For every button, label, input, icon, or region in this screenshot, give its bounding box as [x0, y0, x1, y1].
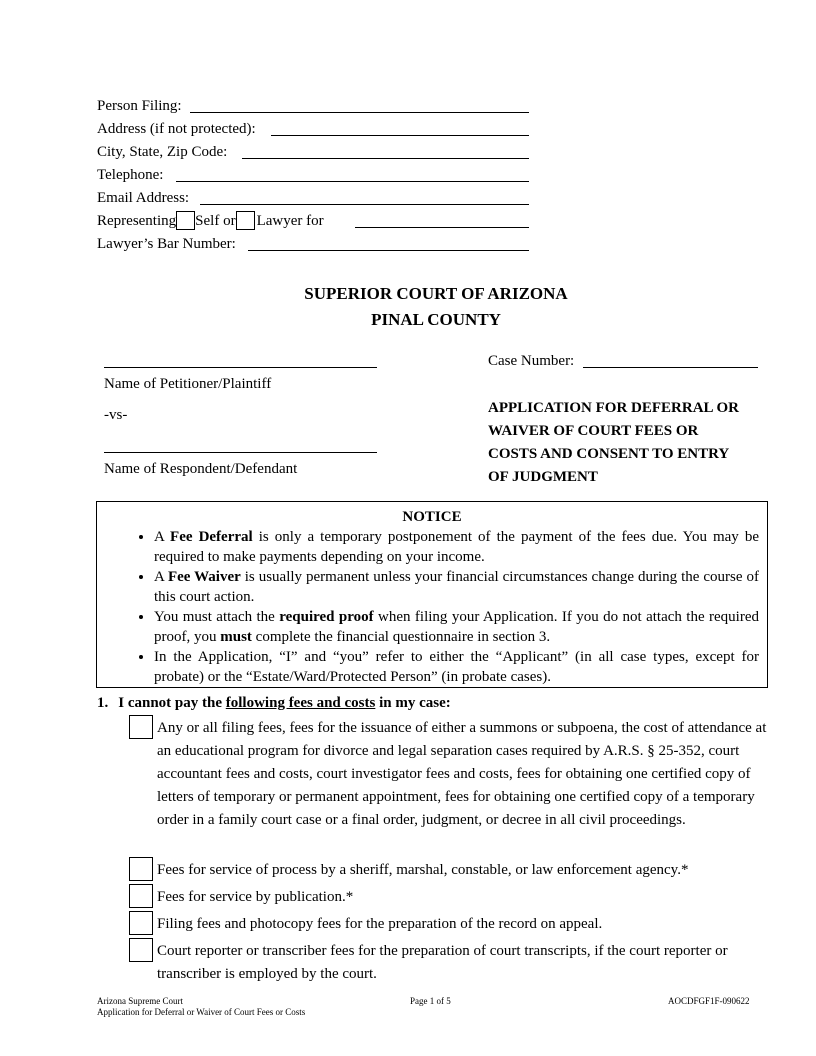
fee-item-record-on-appeal	[129, 911, 779, 935]
respondent-label: Name of Respondent/Defendant	[104, 461, 298, 477]
bar-number-input[interactable]	[248, 250, 529, 251]
respondent-name-input[interactable]	[104, 452, 377, 453]
fee-item-service-of-process	[129, 857, 779, 881]
case-number-input[interactable]	[583, 367, 758, 368]
lawyer-for-label: Lawyer for	[256, 213, 324, 229]
telephone-row	[97, 165, 163, 185]
city-state-zip-input[interactable]	[242, 158, 529, 159]
footer-form-title: Application for Deferral or Waiver of Court Fees or Costs	[97, 1007, 306, 1017]
footer-form-code: AOCDFGF1F-090622	[668, 996, 750, 1006]
lawyer-checkbox[interactable]	[236, 211, 255, 230]
email-input[interactable]	[200, 204, 529, 205]
petitioner-label: Name of Petitioner/Plaintiff	[104, 376, 272, 392]
email-label: Email Address:	[97, 190, 190, 206]
self-or-label: Self or	[195, 213, 236, 229]
fee-checkbox[interactable]	[129, 884, 153, 908]
fee-checkbox[interactable]	[129, 911, 153, 935]
document-title-line: OF JUDGMENT	[488, 469, 598, 485]
telephone-input[interactable]	[176, 181, 529, 182]
petitioner-name-input[interactable]	[104, 367, 377, 368]
address-label: Address (if not protected):	[97, 121, 256, 137]
document-title-line: APPLICATION FOR DEFERRAL OR	[488, 400, 739, 416]
fee-item-text: Fees for service by publication.*	[157, 889, 354, 905]
fee-item-text: Any or all filing fees, fees for the issuance of either a summons or subpoena, the cost of attendance at an educational program for divorce and legal separation cases required by A.R.S. § 25-352, court accountant fees and costs, court investigator fees and costs, fees for obtaining one certified copy of letters of temporary or permanent appointment, fees for obtaining one certified copy of a temporary order in a family court case or a final order, judgment, or decree in all civil proceedings.	[157, 720, 767, 828]
self-checkbox[interactable]	[176, 211, 195, 230]
bar-number-row	[97, 234, 236, 254]
notice-bullet-fee-deferral: • A Fee Deferral is only a temporary postponement of the payment of the fees due. You may be required to make payments depending on your income.	[154, 527, 759, 567]
email-row	[97, 188, 189, 208]
fee-checkbox[interactable]	[129, 857, 153, 881]
fee-item-text: Filing fees and photocopy fees for the preparation of the record on appeal.	[157, 916, 603, 932]
document-title-line: WAIVER OF COURT FEES OR	[488, 423, 699, 439]
fee-item-filing-fees	[129, 715, 779, 851]
section-number: 1.	[97, 695, 109, 711]
fee-item-text: Court reporter or transcriber fees for the preparation of court transcripts, if the court reporter or transcriber is employed by the court.	[157, 943, 728, 982]
fee-checkbox[interactable]	[129, 715, 153, 739]
document-title-line: COSTS AND CONSENT TO ENTRY	[488, 446, 730, 462]
address-input[interactable]	[271, 135, 529, 136]
notice-bullet-definitions: • In the Application, “I” and “you” refer to either the “Applicant” (in all case types, except for probate) or the “Estate/Ward/Protected Person” (in probate cases).	[154, 647, 759, 687]
bar-number-label: Lawyer’s Bar Number:	[97, 236, 236, 252]
court-name: SUPERIOR COURT OF ARIZONA	[304, 284, 568, 303]
address-row	[97, 119, 256, 139]
notice-list	[97, 527, 767, 687]
notice-box	[96, 501, 768, 688]
city-state-zip-label: City, State, Zip Code:	[97, 144, 228, 160]
city-state-zip-row	[97, 142, 227, 162]
notice-bullet-required-proof: • You must attach the required proof when filing your Application. If you do not attach the required proof, you must complete the financial questionnaire in section 3.	[154, 607, 759, 647]
document-title	[488, 397, 739, 489]
vs-label: -vs-	[104, 407, 128, 423]
telephone-label: Telephone:	[97, 167, 164, 183]
case-number-label: Case Number:	[488, 353, 575, 369]
court-county: PINAL COUNTY	[371, 310, 501, 329]
lawyer-for-input[interactable]	[355, 227, 529, 228]
notice-title: NOTICE	[402, 509, 462, 525]
fee-item-publication	[129, 884, 779, 908]
representing-label: Representing	[97, 213, 177, 229]
person-filing-row	[97, 96, 182, 116]
footer-page-number: Page 1 of 5	[410, 996, 451, 1006]
fee-item-text: Fees for service of process by a sheriff, marshal, constable, or law enforcement agency.*	[157, 862, 689, 878]
fee-item-court-reporter	[129, 938, 779, 984]
person-filing-label: Person Filing:	[97, 98, 182, 114]
person-filing-input[interactable]	[190, 112, 529, 113]
fee-checkbox[interactable]	[129, 938, 153, 962]
notice-bullet-fee-waiver: • A Fee Waiver is usually permanent unless your financial circumstances change during the course of this court action.	[154, 567, 759, 607]
section-1-heading: 1. I cannot pay the following fees and costs in my case:	[97, 695, 451, 711]
representing-row	[97, 211, 324, 231]
footer-court: Arizona Supreme Court	[97, 996, 183, 1006]
footer-left	[97, 996, 305, 1018]
